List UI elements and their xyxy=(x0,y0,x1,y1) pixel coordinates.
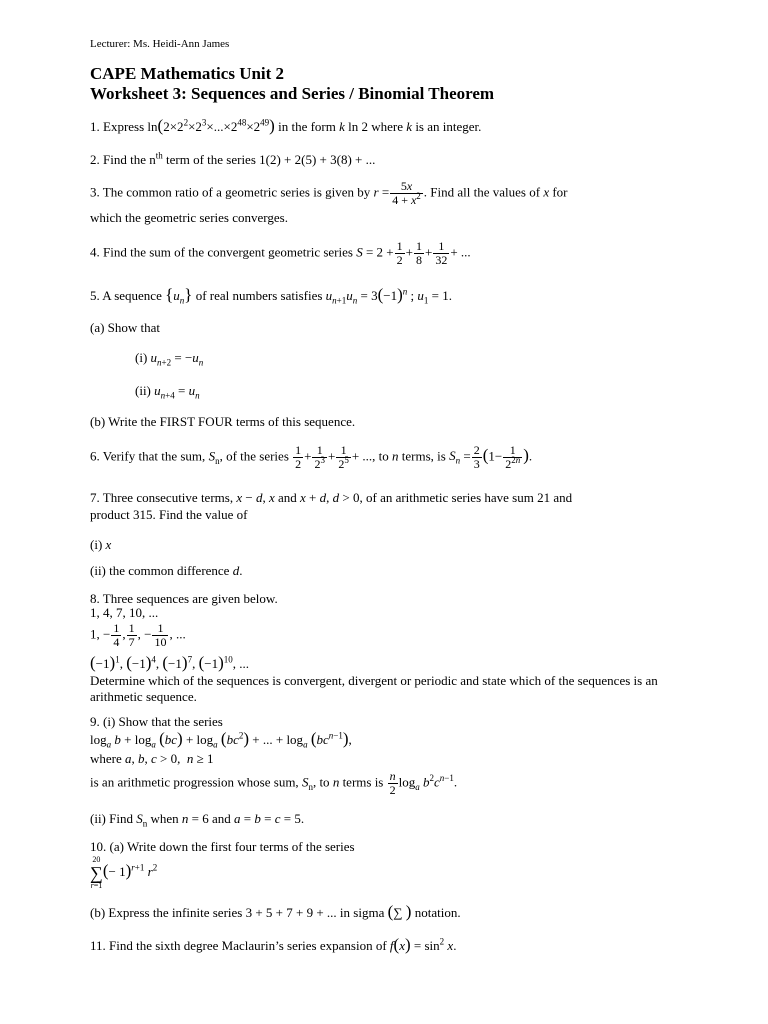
question-10a-series: 20 ∑ $r=1(- 1)^{r+1}$ $r^2$ xyxy=(90,855,158,890)
page-subtitle: Worksheet 3: Sequences and Series / Binomial Theorem xyxy=(90,84,495,103)
question-7-i: (i) x xyxy=(90,537,112,552)
question-5a-i: (i) $u_{n+2} = -u_n$ xyxy=(135,350,204,368)
page-title: CAPE Mathematics Unit 2 xyxy=(90,64,285,83)
question-9: 9. (i) Show that the series xyxy=(90,714,223,729)
question-5a-ii: (ii) $u_{n+4} = u_n$ xyxy=(135,383,200,401)
question-4: 4. Find the sum of the convergent geometric series S = 2 + $\frac{1}{2}$ + $\frac{1}{8}$ + $\frac{1}{32}$ + ... xyxy=(90,239,471,267)
question-11: 11. Find the sixth degree Maclaurin’s series expansion of $f(x) = \sin^2 x$. xyxy=(90,935,457,954)
question-10a: 10. (a) Write down the first four terms of the series xyxy=(90,839,355,854)
sequence-2: 1, − $\frac{1}{4}$ , $\frac{1}{7}$ , − $\frac{1}{10}$ , ... xyxy=(90,621,186,649)
question-10b: (b) Express the infinite series 3 + 5 + 7 + 9 + ... in sigma (∑ ) notation. xyxy=(90,902,461,921)
question-9-line4: is an arithmetic progression whose sum, $S_n$, to n terms is $\frac{n}{2}$ $\log_a b^2c^{n-1}$. xyxy=(90,769,458,797)
question-2: 2. Find the $n^{th}$ term of the series 1(2) + 2(5) + 3(8) + ... xyxy=(90,150,376,167)
question-5b: (b) Write the FIRST FOUR terms of this sequence. xyxy=(90,414,356,429)
sequence-1: 1, 4, 7, 10, ... xyxy=(90,605,159,620)
question-9-ii: (ii) Find $S_n$ when n = 6 and a = b = c = 5. xyxy=(90,811,305,829)
question-6: 6. Verify that the sum, $S_n$, of the series $\frac{1}{2}$ + $\frac{1}{2^3}$ + $\frac{1}{2^5}$ + ..., to n terms, is $S_n$ = $\frac{2}{3}$ (1− $\frac{1}{2^{2n}}$ ). xyxy=(90,443,533,471)
question-7-line2: product 315. Find the value of xyxy=(90,507,248,522)
lecturer-line: Lecturer: Ms. Heidi-Ann James xyxy=(90,38,230,50)
question-5: 5. A sequence $\{u_n\}$ of real numbers satisfies $u_{n+1}u_n = 3(-1)^n$ ; $u_1 = 1$. xyxy=(90,285,452,306)
question-3: 3. The common ratio of a geometric series is given by r = $\frac{5x}{4 + x^2}$ . Find all the values of x for xyxy=(90,179,568,207)
question-3-line2: which the geometric series converges. xyxy=(90,210,288,225)
question-1: 1. Express $\ln(2\times 2^2\times 2^3\times...\times 2^{48}\times 2^{49})$ in the form k ln 2 where k is an integer. xyxy=(90,116,482,135)
question-9-series: $\log_a b + \log_a (bc) + \log_a (bc^2)$ + ... + $\log_a (bc^{n-1})$, xyxy=(90,729,352,750)
question-7: 7. Three consecutive terms, x − d, x and x + d, d > 0, of an arithmetic series have sum 21 and xyxy=(90,490,573,505)
question-8-instruction: Determine which of the sequences is convergent, divergent or periodic and state which of the sequences is an arithmetic sequence. xyxy=(90,673,658,704)
question-8: 8. Three sequences are given below. xyxy=(90,591,278,606)
question-9-where: where a, b, c > 0, n ≥ 1 xyxy=(90,751,214,766)
sequence-3: $(-1)^1$, $(-1)^4$, $(-1)^7$, $(-1)^{10}$, ... xyxy=(90,653,249,672)
question-7-ii: (ii) the common difference d. xyxy=(90,563,243,578)
question-5a: (a) Show that xyxy=(90,320,161,335)
